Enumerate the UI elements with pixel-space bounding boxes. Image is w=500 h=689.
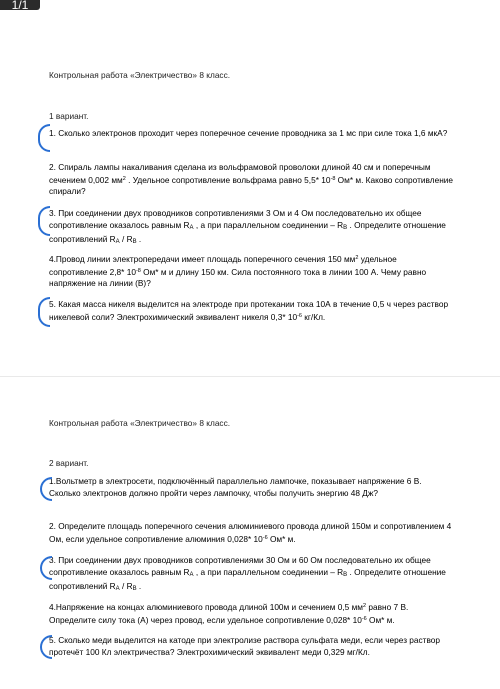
variant2-task-5: 5. Сколько меди выделится на катоде при электролизе раствора сульфата меди, если через раствор протечёт 100 Кл электричества? Электрохимический эквивалент меди 0,329 мг/Кл. [49,635,441,657]
bracket-mark [40,635,52,659]
variant1-title: Контрольная работа «Электричество» 8 класс. [49,70,231,80]
variant2-task-1: 1.Вольтметр в электросети, подключённый параллельно лампочке, показывает напряжение 6 В. Сколько электронов должно пройти через лампочку, чтобы получить энергию 48 Дж? [49,476,422,498]
variant2-title: Контрольная работа «Электричество» 8 класс. [49,418,231,428]
variant2-label: 2 вариант. [49,458,89,468]
variant1-task-5: 5. Какая масса никеля выделится на электроде при протекании тока 10А в течение 0,5 ч через раствор никелевой соли? Электрохимический эквивалент никеля 0,3* $10^{-6}$ кг/Кл. [49,299,449,322]
variant2-task-3: 3. При соединении двух проводников сопротивлениями 30 Ом и 60 Ом последовательно их общее сопротивление оказалось равным RA , а при параллельном соединении – RB . Определите отношение сопротивлений RA / RB . [49,555,446,592]
variant1-task-1: 1. Сколько электронов проходит через поперечное сечение проводника за 1 мс при силе тока 1,6 мкА? [49,128,448,138]
page-divider [0,376,500,377]
variant1-task-4: 4.Провод линии электропередачи имеет площадь поперечного сечения 150 $мм^2$ удельное сопротивление 2,8* $10^{-8}$ Ом* м и длину 150 км. Сила постоянного тока в линии 100 А. Чему равно напряжение на линии (В)? [49,254,427,288]
bracket-mark [40,477,52,501]
variant2-task-2: 2. Определите площадь поперечного сечения алюминиевого провода длиной 150м и сопротивлением 4 Ом, если удельное сопротивление алюминия 0,028* $10^{-6}$ Ом* м. [49,521,452,544]
bracket-mark [38,206,50,236]
bracket-mark [38,124,50,152]
variant2-task-4: 4.Напряжение на концах алюминиевого провода длиной 100м и сечением 0,5 $мм^2$ равно 7 В. Определите силу тока (А) через провод, если удельное сопротивление 0,028* $10^{-6}$ Ом* м. [49,602,409,625]
bracket-mark [40,556,52,580]
variant1-label: 1 вариант. [49,111,89,121]
page-indicator: 1/1 [0,0,40,10]
bracket-mark [38,297,50,327]
variant1-task-2: 2. Спираль лампы накаливания сделана из вольфрамовой проволоки длиной 40 см и поперечным сечением 0,002 $мм^2$ . Удельное сопротивление вольфрама равно 5,5* $10^{-8}$ Ом* м. Каково сопротивление спирали? [49,162,454,196]
variant1-task-3: 3. При соединении двух проводников сопротивлениями 3 Ом и 4 Ом последовательно их общее сопротивление оказалось равным RA , а при параллельном соединении – RB . Определите отношение сопротивлений RA / RB . [49,208,446,245]
